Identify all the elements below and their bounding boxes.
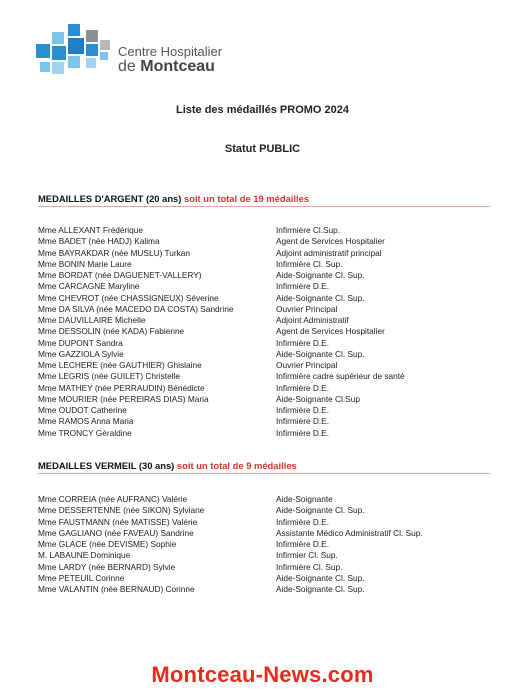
medalist-name: Mme PETEUIL Corinne bbox=[38, 572, 125, 583]
footer-site-name: Montceau-News.com bbox=[151, 662, 374, 687]
list-item bbox=[38, 248, 498, 259]
medalist-name: Mme DA SILVA (née MACEDO DA COSTA) Sandrine bbox=[38, 303, 234, 314]
medalist-title: Adjoint Administratif bbox=[276, 315, 349, 325]
medalist-title: Aide-Soignante Cl. Sup. bbox=[276, 348, 365, 359]
medalist-title: Infirmière D.E. bbox=[276, 337, 330, 348]
medalist-name: Mme BONIN Marie Laure bbox=[38, 258, 132, 269]
list-item bbox=[38, 539, 498, 550]
medalist-name: Mme ALLEXANT Frédérique bbox=[38, 225, 143, 235]
medalist-title: Adjoint administratif principal bbox=[276, 247, 382, 258]
logo-line-2-bold: Montceau bbox=[140, 58, 215, 75]
section-heading-total: soit un total de 9 médailles bbox=[176, 460, 297, 471]
medalist-name: Mme MOURIER (née PEREIRAS DIAS) Maria bbox=[38, 393, 209, 404]
list-item bbox=[38, 550, 498, 561]
section-heading-vermeil bbox=[38, 460, 297, 471]
medalist-title: Infirmière D.E. bbox=[276, 405, 330, 415]
medalist-title: Infirmière cadre supérieur de santé bbox=[276, 371, 405, 382]
medalist-name: Mme RAMOS Anna Maria bbox=[38, 416, 134, 427]
list-item bbox=[38, 281, 498, 292]
hospital-logo bbox=[36, 22, 236, 82]
section-heading-argent bbox=[38, 193, 309, 204]
medal-list-argent bbox=[38, 225, 498, 439]
list-item bbox=[38, 428, 498, 439]
document-status: Statut PUBLIC bbox=[224, 143, 301, 155]
medalist-title: Infirmière D.E. bbox=[276, 427, 330, 438]
medalist-title: Aide-Soignante bbox=[276, 494, 333, 504]
list-item bbox=[38, 338, 498, 349]
medalist-name: Mme LARDY (née BERNARD) Sylvie bbox=[38, 561, 176, 572]
list-item bbox=[38, 259, 498, 270]
medalist-title: Infirmière D.E. bbox=[276, 281, 330, 292]
medalist-title: Infirmière D.E. bbox=[276, 539, 330, 549]
list-item bbox=[38, 293, 498, 304]
medalist-title: Infirmière Cl. Sup. bbox=[276, 561, 343, 572]
medalist-title: Ouvrier Principal bbox=[276, 360, 338, 370]
medalist-name: M. LABAUNE Dominique bbox=[38, 550, 131, 561]
medalist-title: Aide-Soignante Cl.Sup bbox=[276, 393, 360, 404]
list-item bbox=[38, 494, 498, 505]
medalist-title: Aide-Soignante Cl. Sup. bbox=[276, 505, 365, 516]
list-item bbox=[38, 394, 498, 405]
medalist-title: Infirmière D.E. bbox=[276, 416, 330, 427]
medalist-name: Mme BAYRAKDAR (née MUSLU) Turkan bbox=[38, 247, 190, 258]
medalist-name: Mme CARCAGNE Maryline bbox=[38, 281, 140, 292]
medalist-title: Aide-Soignante Cl. Sup. bbox=[276, 572, 365, 583]
medalist-name: Mme CHEVROT (née CHASSIGNEUX) Séverine bbox=[38, 292, 219, 303]
section-heading-total: soit un total de 19 médailles bbox=[184, 193, 310, 204]
medalist-title: Infirmier Cl. Sup. bbox=[276, 550, 338, 561]
medalist-title: Infirmière Cl. Sup. bbox=[276, 258, 343, 269]
list-item bbox=[38, 349, 498, 360]
list-item bbox=[38, 573, 498, 584]
logo-line-1: Centre Hospitalier bbox=[118, 44, 223, 59]
section-heading-label: MEDAILLES VERMEIL (30 ans) bbox=[38, 460, 175, 471]
section-divider bbox=[38, 206, 490, 207]
logo-line-2-prefix: de bbox=[118, 58, 141, 75]
medalist-name: Mme GAGLIANO (née FAVEAU) Sandrine bbox=[38, 527, 194, 538]
medalist-title: Ouvrier Principal bbox=[276, 303, 338, 314]
list-item bbox=[38, 360, 498, 371]
medalist-name: Mme BADET (née HADJ) Kalima bbox=[38, 236, 160, 247]
document-title: Liste des médaillés PROMO 2024 bbox=[175, 104, 350, 116]
medal-list-vermeil bbox=[38, 494, 498, 595]
medalist-title: Agent de Services Hospitalier bbox=[276, 236, 385, 247]
list-item bbox=[38, 326, 498, 337]
medalist-name: Mme GAZZIOLA Sylvie bbox=[38, 348, 124, 359]
medalist-name: Mme BORDAT (née DAGUENET-VALLERY) bbox=[38, 270, 202, 280]
list-item bbox=[38, 315, 498, 326]
list-item bbox=[38, 517, 498, 528]
medalist-title: Aide-Soignante Cl. Sup. bbox=[276, 270, 365, 280]
list-item bbox=[38, 416, 498, 427]
list-item bbox=[38, 584, 498, 595]
list-item bbox=[38, 371, 498, 382]
medalist-name: Mme TRONCY Géraldine bbox=[38, 427, 132, 438]
medalist-name: Mme GLACE (née DEVISME) Sophie bbox=[38, 539, 177, 549]
list-item bbox=[38, 383, 498, 394]
medalist-title: Assistante Médico Administratif Cl. Sup. bbox=[276, 527, 423, 538]
list-item bbox=[38, 505, 498, 516]
medalist-title: Infirmière Cl.Sup. bbox=[276, 225, 341, 235]
medalist-title: Infirmière D.E. bbox=[276, 516, 330, 527]
logo-squares-icon bbox=[36, 22, 116, 80]
medalist-name: Mme CORREIA (née AUFRANC) Valérie bbox=[38, 494, 188, 504]
medalist-title: Agent de Services Hospitalier bbox=[276, 326, 385, 337]
medalist-name: Mme DUPONT Sandra bbox=[38, 337, 123, 348]
medalist-name: Mme OUDOT Catherine bbox=[38, 405, 127, 415]
list-item bbox=[38, 562, 498, 573]
medalist-name: Mme DESSERTENNE (née SIKON) Sylviane bbox=[38, 505, 205, 516]
list-item bbox=[38, 270, 498, 281]
medalist-name: Mme LEGRIS (née GUILET) Christelle bbox=[38, 371, 181, 382]
list-item bbox=[38, 304, 498, 315]
medalist-name: Mme DESSOLIN (née KADA) Fabienne bbox=[38, 326, 185, 337]
section-divider bbox=[38, 473, 490, 474]
medalist-title: Infirmière D.E. bbox=[276, 382, 330, 393]
logo-line-2 bbox=[118, 58, 215, 76]
list-item bbox=[38, 528, 498, 539]
medalist-name: Mme VALANTIN (née BERNAUD) Corinne bbox=[38, 584, 195, 594]
medalist-name: Mme FAUSTMANN (née MATISSE) Valérie bbox=[38, 516, 198, 527]
medalist-title: Aide-Soignante Cl. Sup. bbox=[276, 292, 365, 303]
section-heading-label: MEDAILLES D'ARGENT (20 ans) bbox=[38, 193, 182, 204]
medalist-name: Mme LECHERE (née GAUTHIER) Ghislaine bbox=[38, 360, 202, 370]
medalist-name: Mme DAUVILLAIRE Michelle bbox=[38, 315, 146, 325]
medalist-title: Aide-Soignante Cl. Sup. bbox=[276, 584, 365, 594]
list-item bbox=[38, 225, 498, 236]
medalist-name: Mme MATHEY (née PERRAUDIN) Bénédicte bbox=[38, 382, 205, 393]
list-item bbox=[38, 236, 498, 247]
list-item bbox=[38, 405, 498, 416]
